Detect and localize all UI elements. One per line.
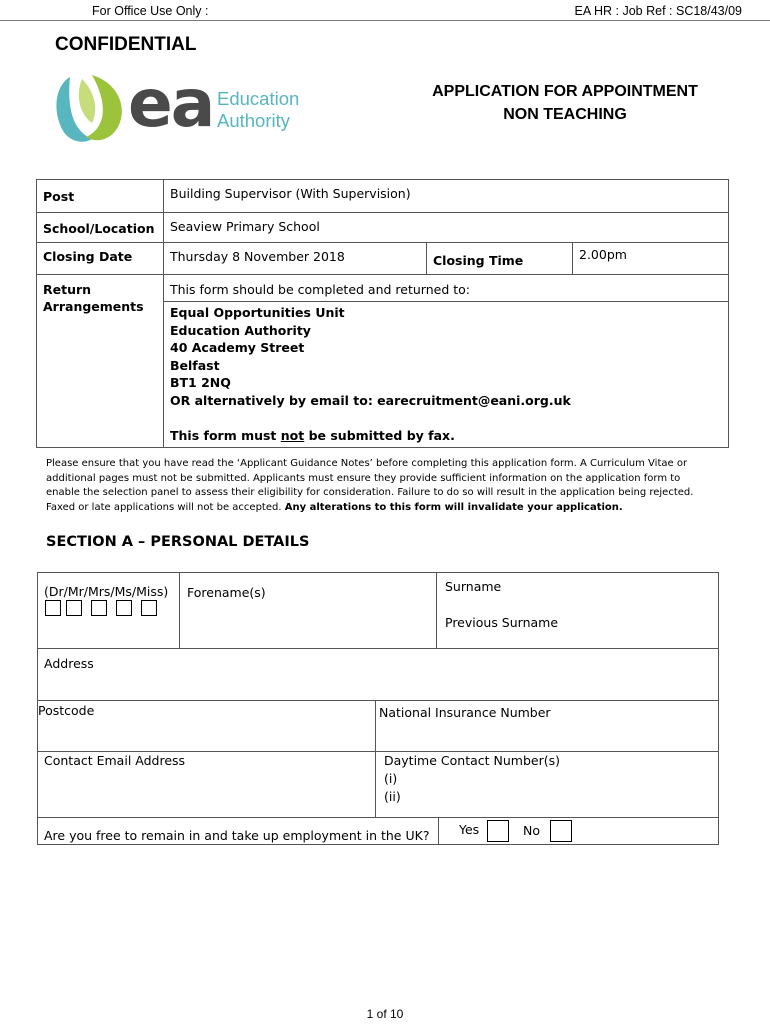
email-label: Contact Email Address [44,753,186,768]
closing-date-label: Closing Date [37,243,164,275]
closing-date-value: Thursday 8 November 2018 [164,243,427,275]
postcode-label: Postcode [38,703,95,718]
previous-surname-label: Previous Surname [445,615,559,630]
title-checkbox-mr[interactable] [66,600,82,616]
return-line-2: Education Authority [170,322,311,338]
return-address [164,302,728,447]
school-row [37,213,729,243]
no-label: No [523,823,540,838]
yes-checkbox[interactable] [487,820,509,842]
yes-label: Yes [459,822,480,837]
daytime-number-label: Daytime Contact Number(s) [384,753,560,768]
daytime-number-ii: (ii) [384,789,401,804]
no-checkbox[interactable] [550,820,572,842]
education-authority-logo [52,65,322,145]
fax-warning [170,427,722,445]
post-value: Building Supervisor (With Supervision) [164,180,729,213]
post-details-table [36,179,729,448]
title-checkbox-miss[interactable] [141,600,157,616]
confidential-heading: CONFIDENTIAL [55,34,197,55]
page-number: 1 of 10 [366,1007,404,1021]
fax-warning-pre: This form must [170,428,281,443]
return-line-4: Belfast [170,357,220,373]
fax-warning-post: be submitted by fax. [304,428,455,443]
form-title [400,80,730,126]
title-label: (Dr/Mr/Mrs/Ms/Miss) [44,584,169,599]
ea-leaf-icon [52,73,128,145]
fax-warning-not: not [280,428,305,443]
address-label: Address [44,656,94,671]
title-checkbox-ms[interactable] [116,600,132,616]
school-value: Seaview Primary School [164,213,729,243]
daytime-number-i: (i) [384,771,398,786]
title-checkbox-dr[interactable] [45,600,61,616]
return-email-line: OR alternatively by email to: earecruitment@eani.org.uk [170,392,571,408]
return-line-5: BT1 2NQ [170,375,231,390]
closing-time-label: Closing Time [427,243,573,275]
return-details [164,275,729,448]
guidance-notice [46,457,716,515]
section-a-heading: SECTION A – PERSONAL DETAILS [46,534,310,550]
return-line-3: 40 Academy Street [170,340,305,355]
closing-row [37,243,729,275]
school-label: School/Location [37,213,164,243]
uk-question-label: Are you free to remain in and take up employment in the UK? [44,828,430,843]
form-title-line-2: NON TEACHING [503,106,627,123]
guidance-notice-text: Please ensure that you have read the ‘Applicant Guidance Notes’ before completing this application form. A Curriculum Vitae or additional pages must not be submitted. Applicants must ensure they provide sufficient information on the application form to enable the selection panel to assess their eligibility for consideration. Failure to do so will result in the application being rejected. Faxed or late applications will not be accepted. [46,458,694,513]
return-label [37,275,164,448]
title-checkbox-mrs[interactable] [91,600,107,616]
return-label-line-2: Arrangements [43,299,144,314]
post-row [37,180,729,213]
logo-line-2: Authority [217,110,291,131]
return-line-1: Equal Opportunities Unit [170,305,345,320]
title-checkboxes [45,599,162,616]
return-intro: This form should be completed and returned to: [164,275,728,302]
post-label: Post [37,180,164,213]
header-divider [0,20,770,21]
uk-answer-cell [438,817,719,845]
guidance-notice-bold: Any alterations to this form will invalidate your application. [284,501,623,513]
ni-number-label: National Insurance Number [379,705,551,720]
closing-time-value: 2.00pm [573,243,729,275]
form-title-line-1: APPLICATION FOR APPOINTMENT [432,83,698,100]
return-label-line-1: Return [43,282,92,297]
logo-line-1: Education [217,88,300,109]
address-cell[interactable] [37,648,719,701]
forename-cell[interactable] [179,572,437,649]
logo-mark: ea [128,65,214,142]
return-row [37,275,729,448]
job-ref: EA HR : Job Ref : SC18/43/09 [574,4,742,18]
surname-label: Surname [445,579,502,594]
forename-label: Forename(s) [187,585,266,600]
office-use-label: For Office Use Only : [92,4,209,18]
